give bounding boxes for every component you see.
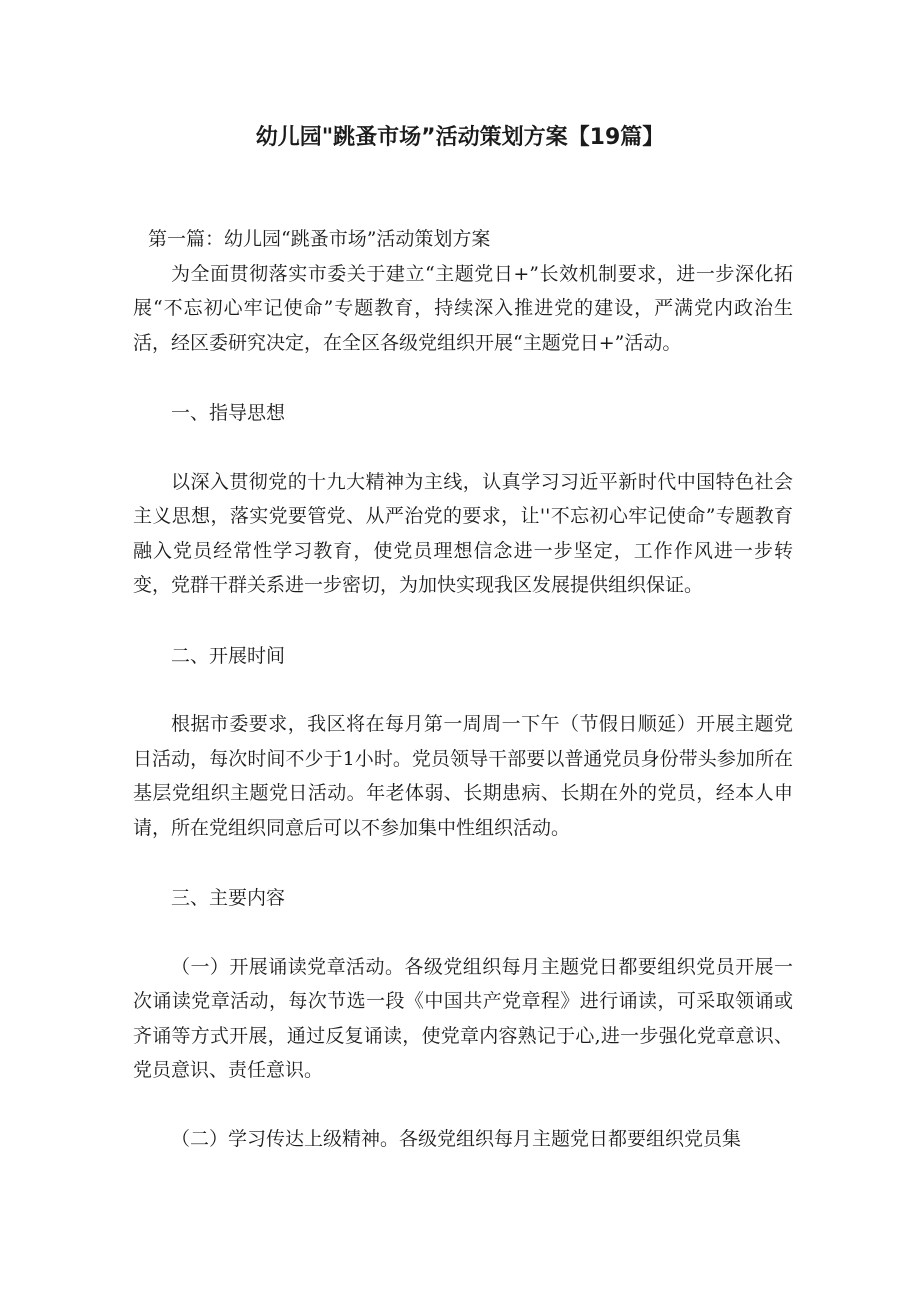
section-paragraph: 以深入贯彻党的十九大精神为主线，认真学习习近平新时代中国特色社会主义思想，落实党要管党、从严治党的要求，让''不忘初心牢记使命”专题教育融入党员经常性学习教育，使党员理想信念进一步坚定，工作作风进一步转变，党群干群关系进一步密切，为加快实现我区发展提供组织保证。 [133, 470, 793, 596]
section-paragraph: （二）学习传达上级精神。各级党组织每月主题党日都要组织党员集 [171, 1127, 742, 1150]
section-heading-main-content: 三、主要内容 [171, 887, 286, 909]
intro-paragraph: 为全面贯彻落实市委关于建立“主题党日+”长效机制要求，进一步深化拓展“不忘初心牢记使命”专题教育，持续深入推进党的建设，严满党内政治生活，经区委研究决定，在全区各级党组织开展“主题党日+”活动。 [133, 262, 793, 354]
document-title: 幼儿园"跳蚤市场”活动策划方案【19篇】 [255, 125, 665, 150]
document-subtitle: 第一篇：幼儿园“跳蚤市场”活动策划方案 [148, 228, 491, 250]
section-heading-schedule: 二、开展时间 [171, 644, 286, 667]
section-paragraph: 根据市委要求，我区将在每月第一周周一下午（节假日顺延）开展主题党日活动，每次时间不少于1小时。党员领导干部要以普通党员身份带头参加所在基层党组织主题党日活动。年老体弱、长期患病、长期在外的党员，经本人申请，所在党组织同意后可以不参加集中性组织活动。 [133, 713, 793, 839]
section-heading-guiding-ideology: 一、指导思想 [171, 402, 286, 424]
document-body [133, 222, 793, 1156]
section-paragraph: （一）开展诵读党章活动。各级党组织每月主题党日都要组织党员开展一次诵读党章活动，每次节选一段《中国共产党章程》进行诵读，可采取领诵或齐诵等方式开展，通过反复诵读，使党章内容熟记于心,进一步强化党章意识、党员意识、责任意识。 [133, 955, 793, 1081]
